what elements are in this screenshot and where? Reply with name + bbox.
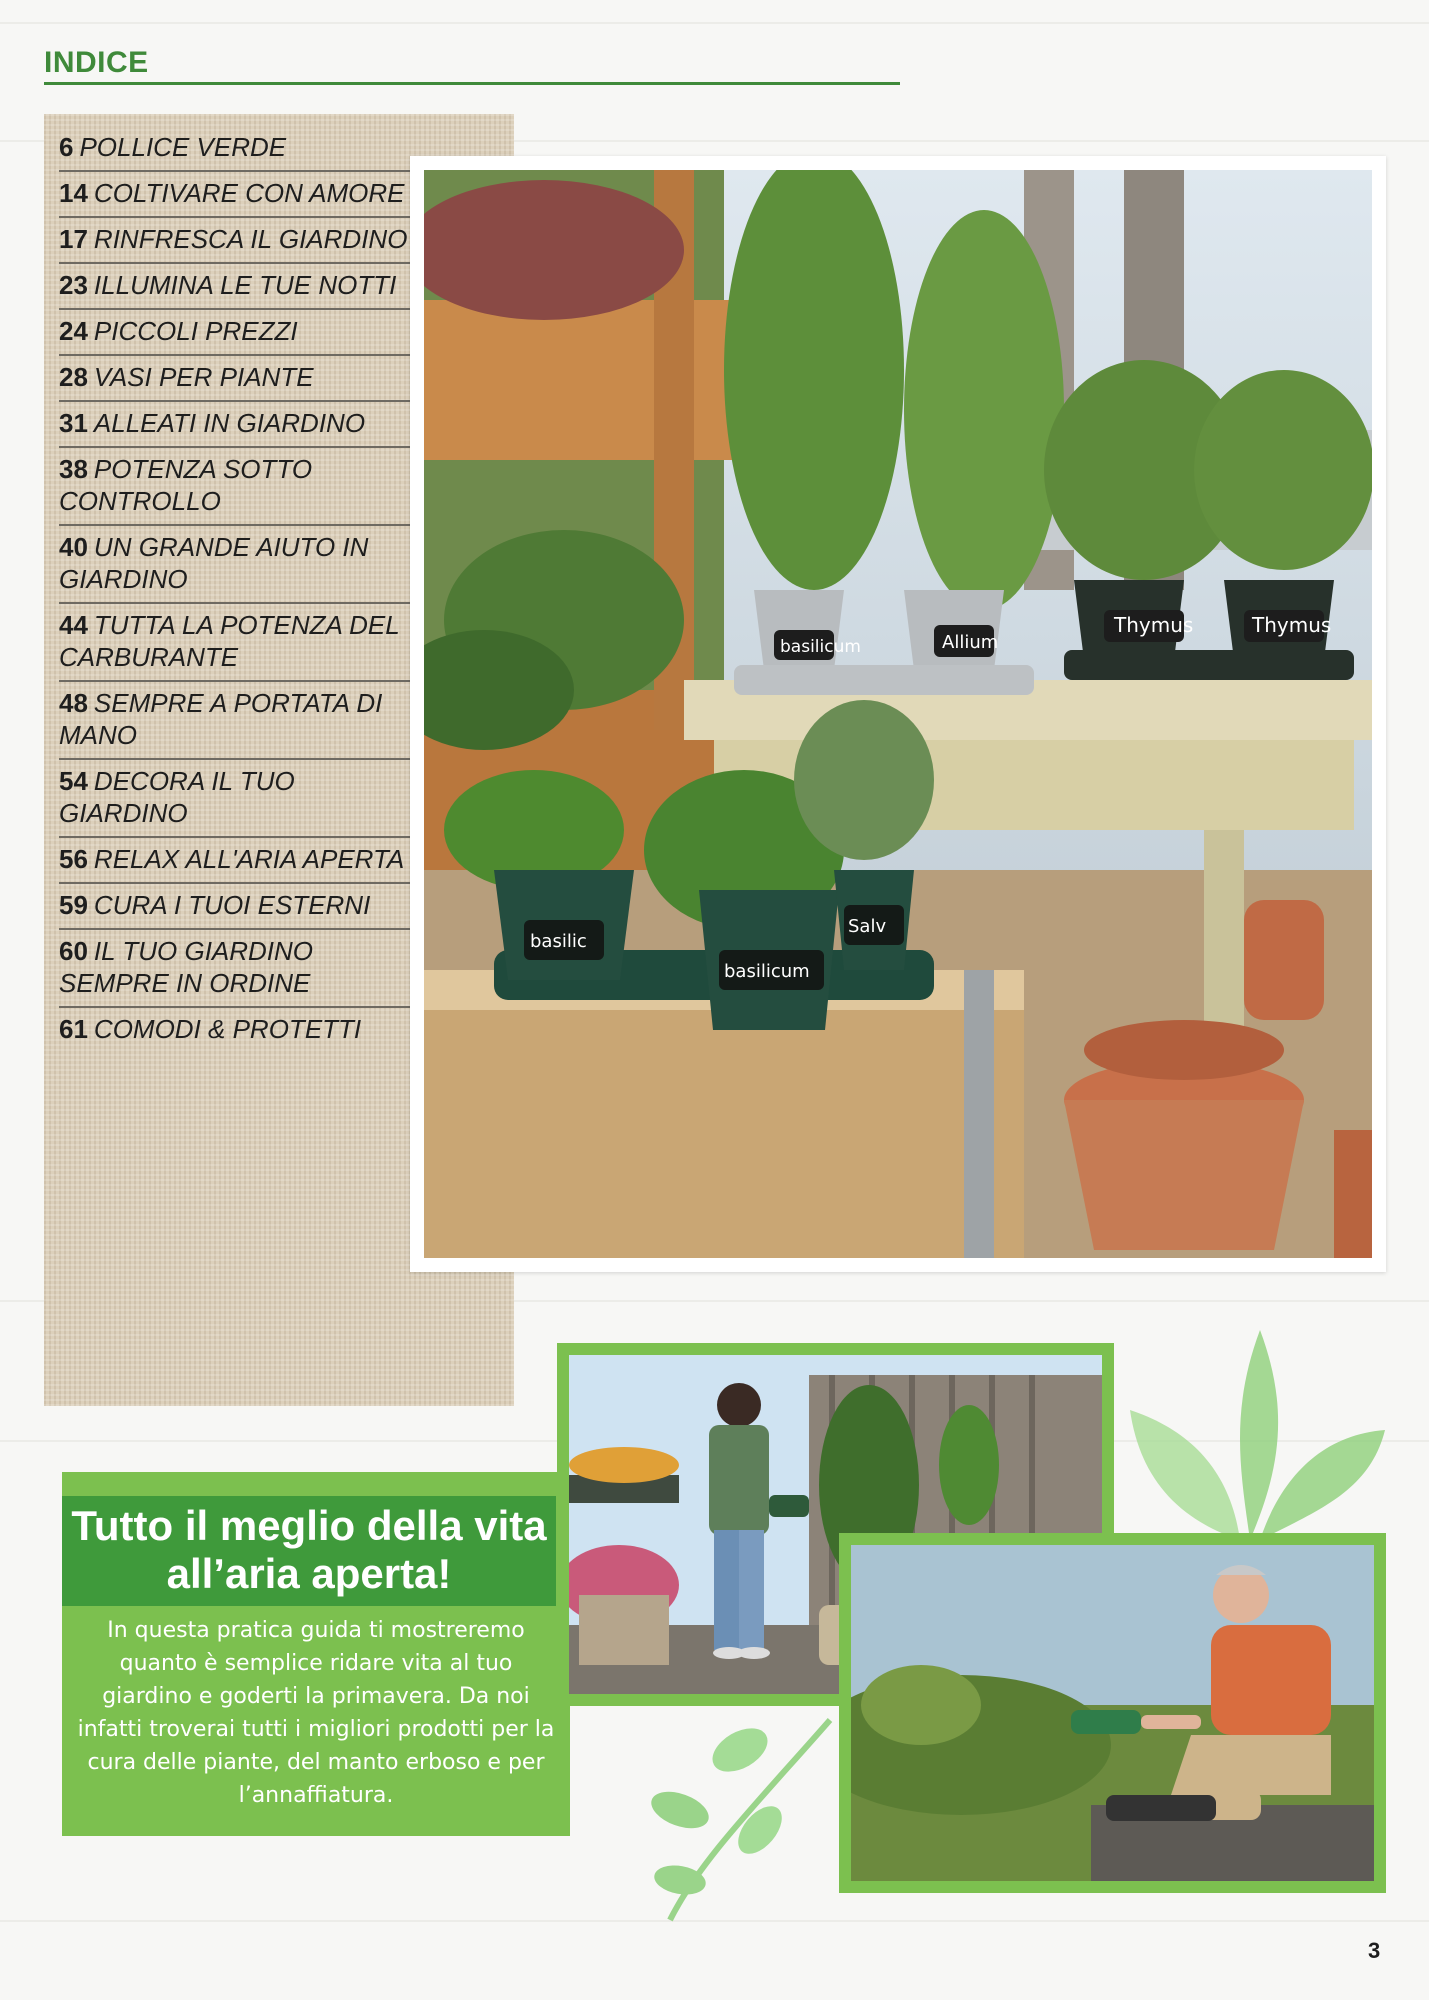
promo-box: [62, 1472, 570, 1836]
toc-item[interactable]: [59, 126, 429, 172]
pot-label: Thymus: [1114, 613, 1194, 637]
toc-title: DECORA IL TUO GIARDINO: [59, 766, 295, 828]
toc-page-number: 6: [59, 132, 74, 162]
pot-label: Thymus: [1252, 613, 1332, 637]
man-trimming-photo-frame: [839, 1533, 1386, 1893]
toc-title: UN GRANDE AIUTO IN GIARDINO: [59, 532, 369, 594]
toc-page-number: 48: [59, 688, 88, 718]
toc-page-number: 23: [59, 270, 88, 300]
pot-label: basilicum: [724, 961, 810, 982]
toc-title: POLLICE VERDE: [79, 132, 287, 162]
toc-item[interactable]: [59, 448, 429, 526]
toc-title: SEMPRE A PORTATA DI MANO: [59, 688, 383, 750]
toc-page-number: 59: [59, 890, 88, 920]
toc-item[interactable]: [59, 604, 429, 682]
promo-body: In questa pratica guida ti mostreremo quanto è semplice ridare vita al tuo giardino e goderti la primavera. Da noi infatti troverai tutti i migliori prodotti per la cura delle piante, del manto erboso e per l’annaffiatura.: [77, 1618, 555, 1808]
toc-list: [59, 126, 429, 1052]
pot-label: Salv: [848, 916, 887, 937]
title-underline: [44, 82, 900, 85]
toc-item[interactable]: [59, 526, 429, 604]
toc-title: RELAX ALL'ARIA APERTA: [93, 844, 405, 874]
toc-item[interactable]: [59, 356, 429, 402]
toc-item[interactable]: [59, 402, 429, 448]
toc-page-number: 14: [59, 178, 88, 208]
toc-page-number: 60: [59, 936, 88, 966]
toc-title: ILLUMINA LE TUE NOTTI: [93, 270, 397, 300]
pot-label: basilic: [530, 931, 587, 952]
toc-item[interactable]: [59, 682, 429, 760]
toc-item[interactable]: [59, 930, 429, 1008]
toc-item[interactable]: [59, 760, 429, 838]
toc-title: VASI PER PIANTE: [93, 362, 314, 392]
toc-item[interactable]: [59, 310, 429, 356]
toc-page-number: 24: [59, 316, 88, 346]
toc-title: COLTIVARE CON AMORE: [93, 178, 405, 208]
toc-title: CURA I TUOI ESTERNI: [93, 890, 371, 920]
main-photo-frame: [410, 156, 1386, 1272]
toc-page-number: 54: [59, 766, 88, 796]
toc-title: PICCOLI PREZZI: [93, 316, 298, 346]
pot-label: Allium: [942, 632, 999, 653]
branch-decoration-icon: [640, 1700, 840, 1930]
toc-page-number: 38: [59, 454, 88, 484]
page-title: INDICE: [44, 46, 149, 79]
leaf-decoration-icon: [1120, 1320, 1390, 1550]
toc-title: POTENZA SOTTO CONTROLLO: [59, 454, 313, 516]
toc-item[interactable]: [59, 218, 429, 264]
toc-page-number: 17: [59, 224, 88, 254]
toc-page-number: 40: [59, 532, 88, 562]
toc-title: COMODI & PROTETTI: [93, 1014, 362, 1044]
toc-title: RINFRESCA IL GIARDINO: [93, 224, 408, 254]
toc-page-number: 61: [59, 1014, 88, 1044]
toc-title: ALLEATI IN GIARDINO: [93, 408, 366, 438]
page-number: 3: [1368, 1938, 1381, 1963]
herb-pots-photo: [424, 170, 1372, 1258]
promo-headline: Tutto il meglio della vita all’aria aperta!: [62, 1496, 556, 1606]
toc-title: IL TUO GIARDINO SEMPRE IN ORDINE: [59, 936, 314, 998]
pot-label: basilicum: [780, 637, 861, 657]
man-trimming-photo: [851, 1545, 1374, 1881]
toc-item[interactable]: [59, 172, 429, 218]
toc-title: TUTTA LA POTENZA DEL CARBURANTE: [59, 610, 400, 672]
toc-page-number: 28: [59, 362, 88, 392]
toc-page-number: 44: [59, 610, 88, 640]
toc-item[interactable]: [59, 884, 429, 930]
toc-item[interactable]: [59, 838, 429, 884]
toc-item[interactable]: [59, 264, 429, 310]
toc-item[interactable]: [59, 1008, 429, 1052]
toc-page-number: 31: [59, 408, 88, 438]
toc-page-number: 56: [59, 844, 88, 874]
